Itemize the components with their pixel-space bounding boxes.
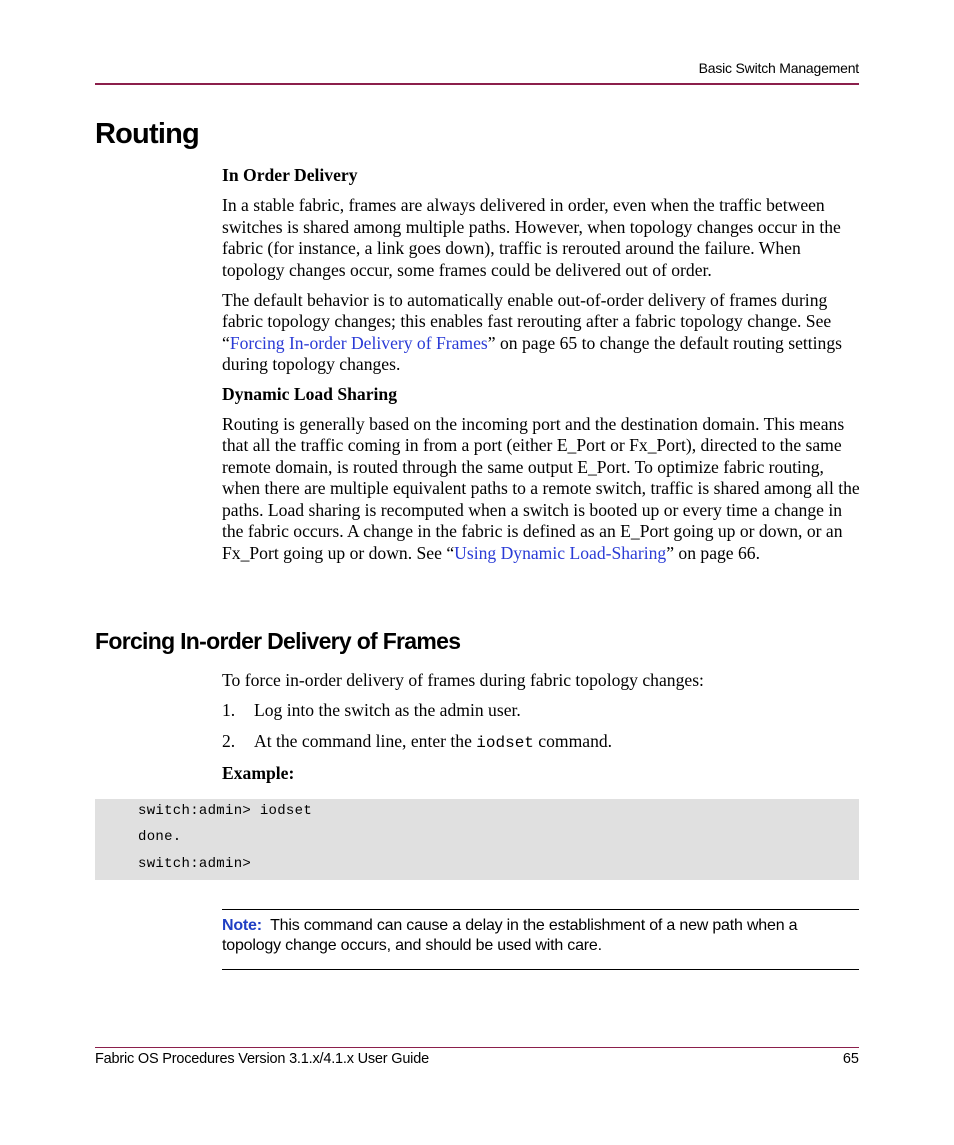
- running-header: Basic Switch Management: [698, 60, 859, 76]
- paragraph-in-order-1: In a stable fabric, frames are always delivered in order, even when the traffic between switches is shared among multiple paths. However, when topology changes occur in the fabric (for instance, a link goes down), traffic is rerouted around the failure. When topology changes occur, some frames could be delivered out of order.: [222, 195, 841, 280]
- section-title-forcing-in-order: Forcing In-order Delivery of Frames: [95, 628, 461, 654]
- footer-page-number: 65: [842, 1051, 859, 1067]
- link-using-dynamic-load-sharing[interactable]: Using Dynamic Load-Sharing: [454, 542, 667, 563]
- inline-code-iodset: iodset: [476, 733, 534, 752]
- step-item: [222, 700, 862, 721]
- note-text: This command can cause a delay in the establishment of a new path when a topology change occurs, and should be used with care.: [222, 917, 798, 954]
- code-example-block: [95, 799, 859, 880]
- note-rule-top: [222, 909, 859, 910]
- subheading-dynamic-load-sharing: Dynamic Load Sharing: [222, 383, 397, 404]
- note-label: Note:: [222, 917, 262, 934]
- paragraph-in-order-2: The default behavior is to automatically enable out-of-order delivery of frames during fabric topology changes; this enables fast rerouting after a fabric topology change. See “Forcing In-order Delivery of Frames” on page 65 to change the default routing settings during topology changes.: [222, 290, 843, 375]
- code-line: switch:admin>: [138, 856, 252, 872]
- forcing-block: [222, 670, 862, 785]
- code-line: switch:admin> iodset: [138, 803, 313, 819]
- step-text: At the command line, enter the iodset command.: [254, 730, 613, 752]
- section-title-routing: Routing: [95, 118, 199, 150]
- step-number: 1.: [222, 700, 236, 721]
- in-order-delivery-block: [222, 165, 862, 564]
- step-item: [222, 731, 862, 754]
- paragraph-dynamic-load-sharing: Routing is generally based on the incoming port and the destination domain. This means that all the traffic coming in from a port (either E_Port or Fx_Port), directed to the same remote domain, is routed through the same output E_Port. To optimize fabric routing, when there are multiple equivalent paths to a remote switch, traffic is shared among all the paths. Load sharing is recomputed when a switch is booted up or every time a change in the fabric occurs. A change in the fabric is defined as an E_Port going up or down, or an Fx_Port going up or down. See “Using Dynamic Load-Sharing” on page 66.: [222, 414, 860, 563]
- header-rule: [95, 83, 859, 85]
- step-number: 2.: [222, 730, 236, 751]
- subheading-in-order-delivery: In Order Delivery: [222, 165, 358, 185]
- footer-rule: [95, 1047, 859, 1048]
- code-line: done.: [138, 829, 182, 845]
- example-label: Example:: [222, 763, 295, 784]
- link-forcing-in-order-delivery[interactable]: Forcing In-order Delivery of Frames: [229, 332, 488, 353]
- note-rule-bottom: [222, 969, 859, 970]
- note-box: [222, 916, 852, 956]
- step-text: Log into the switch as the admin user.: [254, 700, 521, 721]
- paragraph-forcing-intro: To force in-order delivery of frames during fabric topology changes:: [222, 670, 704, 690]
- footer-document-title: Fabric OS Procedures Version 3.1.x/4.1.x User Guide: [95, 1051, 429, 1067]
